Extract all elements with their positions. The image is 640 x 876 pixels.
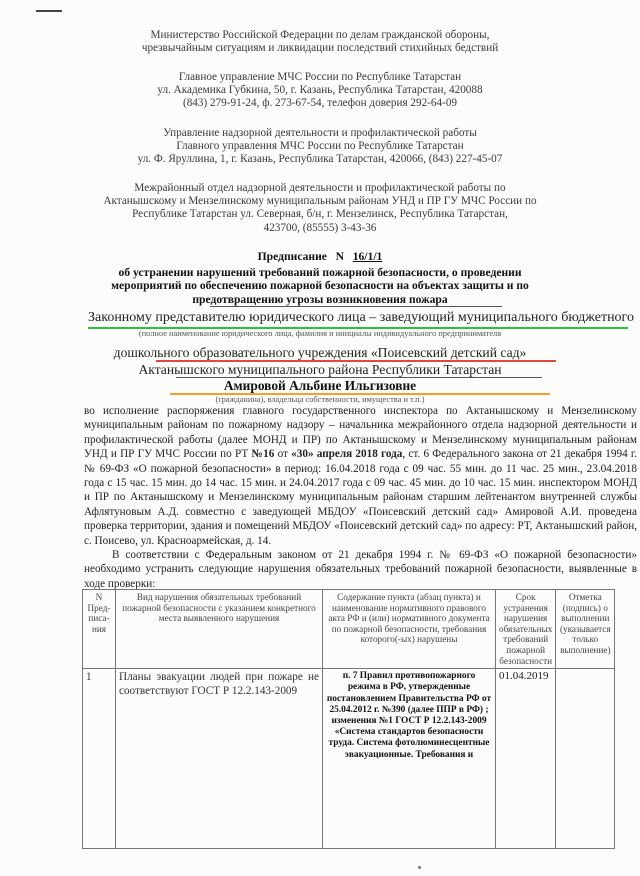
addressee-line-3: Актанышского муниципального района Республики Татарстан [138,362,502,377]
subject-line: предотвращению угрозы возникновения пожара [192,292,448,306]
col-header-violation: Вид нарушения обязательных требований пожарной безопасности с указанием конкретного места выявленного нарушения [116,590,323,669]
supervision-header [0,127,640,167]
ministry-header [0,29,640,55]
col-header-mark: Отметка (подпись) о выполнении (указывается только выполнение) [556,590,615,669]
col-header-norm: Содержание пункта (абзац пункта) и наименование нормативного правового акта РФ и (или) нормативного документа по пожарной безопасности, требования которого(-ых) нарушены [323,590,496,669]
order-number: №16 [251,448,275,461]
violations-table [82,589,615,849]
scan-speck [418,866,421,869]
main-office-line: Главное управление МЧС России по Республике Татарстан [178,71,462,83]
interdistrict-line: Республике Татарстан ул. Северная, б/н, г. Мензелинск, Республика Татарстан, [132,208,508,221]
interdistrict-header [0,182,640,235]
col-header-number: N Пред-писа-ния [83,590,116,669]
main-office-line: (843) 279-91-24, ф. 273-67-54, телефон доверия 292-64-09 [182,97,458,110]
prescription-subject [0,266,640,306]
row-number: 1 [83,669,116,849]
main-office-header [0,71,640,111]
subject-line: мероприятий по обеспечению пожарной безопасности на объектах защиты и по [111,279,529,293]
body-text [84,404,637,591]
supervision-line: Управление надзорной деятельности и профилактической работы [163,127,477,139]
ministry-line: чрезвычайным ситуациям и ликвидации последствий стихийных бедствий [141,42,499,55]
ministry-line: Министерство Российской Федерации по делам гражданской обороны, [150,29,490,41]
prescription-label: Предписание [257,250,327,263]
addressee-name: Амировой Альбине Ильгизовне [223,378,417,393]
top-mark [36,10,62,12]
addressee-note-1: (полное наименование юридического лица, фамилия и инициалы индивидуального предпринимателя [138,329,502,338]
interdistrict-line: Актанышскому и Мензелинскому муниципальным районам УНД и ПР ГУ МЧС России по [103,195,537,208]
row-violation: Планы эвакуации людей при пожаре не соответствуют ГОСТ Р 12.2.143-2009 [116,669,323,849]
addressee-line-1: Законному представителю юридического лица – заведующий муниципального бюджетного [88,310,634,325]
col-header-deadline: Срок устранения нарушения обязательных требований пожарной безопасности [496,590,556,669]
order-date: «30» апреля 2018 года [291,448,403,461]
subject-line: об устранении нарушений требований пожарной безопасности, о проведении [118,266,522,279]
interdistrict-line: Межрайонный отдел надзорной деятельности и профилактической работы по [134,182,506,194]
addressee-line-2: дошкольного образовательного учреждения «Поисевский детский сад» [113,345,527,360]
row-deadline: 01.04.2019 [496,669,556,849]
table-row [83,669,615,849]
body-paragraph-1: во исполнение распоряжения главного государственного инспектора по Актанышскому и Мензелинскому муниципальным районам по пожарному надзору – начальника межрайонного отдела надзорной деятельности и профилактической работы (далее МОНД и ПР) по Актанышскому и Мензелинскому муниципальным районам УНД и ПР ГУ МЧС России по РТ №16 от «30» апреля 2018 года, ст. 6 Федерального закона от 21 декабря 1994 г. № 69-ФЗ «О пожарной безопасности» в период: 16.04.2018 года с 09 час. 55 мин. до 11 час. 25 мин., 23.04.2018 года с 15 час. 15 мин. до 14 час. 15 мин. и 24.04.2017 года с 09 час. 45 мин. до 10 час. 15 мин. инспектором МОНД и ПР по Актанышскому и Мензелинскому муниципальным районам старшим лейтенантом внутренней службы Афлятуновым А.Д. совместно с заведующей МБДОУ «Поисевский детский сад» Амировой А.И. проведена проверка территории, здания и помещений МБДОУ «Поисевский детский сад» по адресу: РТ, Актанышский район, с. Поисево, ул. Красноармейская, д. 14. [84,405,638,547]
addressee-note-2: (гражданина), владельца собственности, имущества и т.п.) [215,395,425,404]
prescription-title [0,250,640,263]
prescription-number: 16/1/1 [352,250,383,263]
row-mark [556,669,615,849]
row-norm: п. 7 Правил противопожарного режима в РФ, утвержденные постановлением Правительства РФ от 25.04.2012 г. №390 (далее ППР в РФ) ; изменения №1 ГОСТ Р 12.2.143-2009 «Система стандартов безопасности труда. Система фотолюминесцентные эвакуационные. Требования и [323,669,496,849]
prescription-number-prefix: N [335,250,344,263]
interdistrict-line: 423700, (85555) 3-43-36 [263,221,377,234]
supervision-line: Главного управления МЧС России по Республике Татарстан [176,140,464,153]
body-paragraph-2: В соответствии с Федеральным законом от 21 декабря 1994 г. № 69-ФЗ «О пожарной безопасности» необходимо устранить следующие нарушения обязательных требований пожарной безопасности, выявленные в ходе проверки: [84,549,637,590]
subject-underline [210,306,502,307]
supervision-line: ул. Ф. Яруллина, 1, г. Казань, Республика Татарстан, 420066, (843) 227-45-07 [137,153,503,166]
main-office-line: ул. Академика Губкина, 50, г. Казань, Республика Татарстан, 420088 [157,84,483,97]
table-header-row [83,590,615,669]
